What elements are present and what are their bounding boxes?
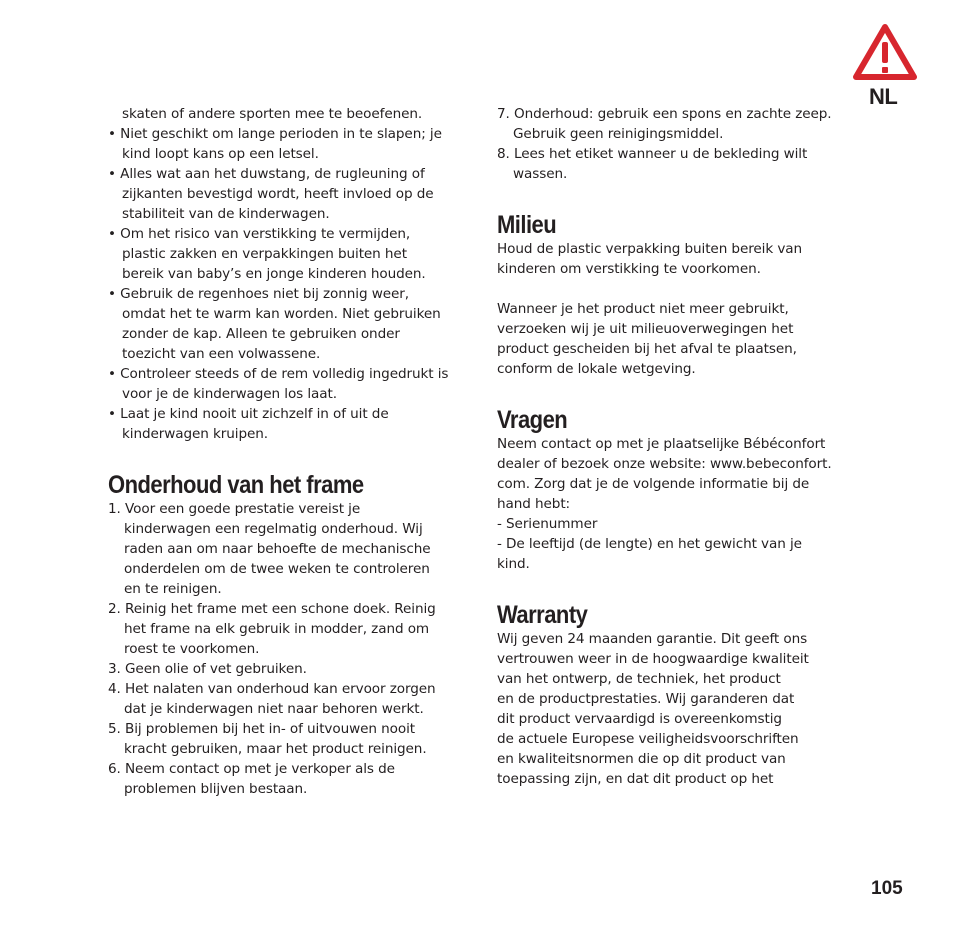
text-line: kinderen om verstikking te voorkomen. <box>497 261 761 277</box>
text-line: conform de lokale wetgeving. <box>497 361 696 377</box>
bullet-item-line: plastic zakken en verpakkingen buiten het <box>122 246 407 262</box>
numbered-item-line: het frame na elk gebruik in modder, zand om <box>124 621 430 637</box>
numbered-item-line: kracht gebruiken, maar het product reinigen. <box>124 741 427 757</box>
text-line: Houd de plastic verpakking buiten bereik van <box>497 241 803 257</box>
text-line: Neem contact op met je plaatselijke Bébéconfort <box>497 436 826 452</box>
numbered-item <box>108 599 470 659</box>
text-line: - De leeftijd (de lengte) en het gewicht van je <box>497 536 802 552</box>
bullet-item-line: zijkanten bevestigd wordt, heeft invloed op de <box>122 186 434 202</box>
text-line: dit product vervaardigd is overeenkomstig <box>497 711 782 727</box>
numbered-item <box>108 679 470 719</box>
bullet-item-line: bereik van baby’s en jonge kinderen houden. <box>122 266 426 282</box>
bullet-item <box>108 224 470 284</box>
milieu-paragraph <box>497 239 859 279</box>
left-column <box>108 104 470 799</box>
numbered-item-line: 2. Reinig het frame met een schone doek. Reinig <box>108 601 436 617</box>
bullet-item-line: • Controleer steeds of de rem volledig ingedrukt is <box>108 366 449 382</box>
care-list <box>497 104 859 184</box>
warranty-paragraph <box>497 629 859 789</box>
milieu-heading: Milieu <box>497 211 557 239</box>
bullet-item-line: voor je de kinderwagen los laat. <box>122 386 337 402</box>
page-number: 105 <box>871 878 903 899</box>
text-line: vertrouwen weer in de hoogwaardige kwaliteit <box>497 651 809 667</box>
bullet-item-line: kinderwagen kruipen. <box>122 426 269 442</box>
numbered-item <box>108 659 470 679</box>
text-line: toepassing zijn, en dat dit product op het <box>497 771 774 787</box>
numbered-item-line: en te reinigen. <box>124 581 222 597</box>
numbered-item-line: roest te voorkomen. <box>124 641 260 657</box>
numbered-item-line: Gebruik geen reinigingsmiddel. <box>513 126 724 142</box>
bullet-item-line: kind loopt kans op een letsel. <box>122 146 319 162</box>
vragen-heading: Vragen <box>497 406 568 434</box>
numbered-item-line: 6. Neem contact op met je verkoper als de <box>108 761 395 777</box>
warning-triangle-icon <box>852 22 918 82</box>
text-line: - Serienummer <box>497 516 598 532</box>
text-line: Wanneer je het product niet meer gebruikt, <box>497 301 789 317</box>
numbered-item-line: 8. Lees het etiket wanneer u de bekleding wilt <box>497 146 808 162</box>
bullet-item-line: omdat het te warm kan worden. Niet gebruiken <box>122 306 441 322</box>
numbered-item <box>497 144 859 184</box>
text-line: verzoeken wij je uit milieuoverwegingen het <box>497 321 794 337</box>
frame-maintenance-heading: Onderhoud van het frame <box>108 471 364 499</box>
numbered-item-line: 5. Bij problemen bij het in- of uitvouwen nooit <box>108 721 415 737</box>
bullet-item-line: • Laat je kind nooit uit zichzelf in of uit de <box>108 406 389 422</box>
bullet-item <box>108 364 470 404</box>
bullet-item-line: • Gebruik de regenhoes niet bij zonnig weer, <box>108 286 409 302</box>
bullet-item-line: • Om het risico van verstikking te vermijden, <box>108 226 411 242</box>
text-line: en kwaliteitsnormen die op dit product van <box>497 751 786 767</box>
bullet-item-line: stabiliteit van de kinderwagen. <box>122 206 330 222</box>
numbered-item-line: dat je kinderwagen niet naar behoren werkt. <box>124 701 424 717</box>
text-line: product gescheiden bij het afval te plaatsen, <box>497 341 797 357</box>
text-line: com. Zorg dat je de volgende informatie bij de <box>497 476 810 492</box>
warranty-heading: Warranty <box>497 601 588 629</box>
bullet-item <box>108 164 470 224</box>
numbered-item-line: wassen. <box>513 166 568 182</box>
numbered-item <box>108 759 470 799</box>
frame-maintenance-list <box>108 499 470 799</box>
text-line: en de productprestaties. Wij garanderen dat <box>497 691 795 707</box>
milieu-paragraph <box>497 299 859 379</box>
numbered-item <box>108 499 470 599</box>
text-line: dealer of bezoek onze website: www.bebeconfort. <box>497 456 832 472</box>
numbered-item-line: raden aan om naar behoefte de mechanische <box>124 541 431 557</box>
bullet-item-line: toezicht van een volwassene. <box>122 346 321 362</box>
numbered-item-line: problemen blijven bestaan. <box>124 781 308 797</box>
text-line: kind. <box>497 556 530 572</box>
numbered-item-line: 7. Onderhoud: gebruik een spons en zachte zeep. <box>497 106 832 122</box>
numbered-item-line: 1. Voor een goede prestatie vereist je <box>108 501 361 517</box>
bullet-item-line: zonder de kap. Alleen te gebruiken onder <box>122 326 400 342</box>
bullet-item <box>108 284 470 364</box>
bullet-item-line: • Alles wat aan het duwstang, de rugleuning of <box>108 166 425 182</box>
text-line: de actuele Europese veiligheidsvoorschriften <box>497 731 799 747</box>
right-column <box>497 104 859 789</box>
bullet-item <box>108 404 470 444</box>
numbered-item <box>108 719 470 759</box>
text-line: hand hebt: <box>497 496 571 512</box>
numbered-item-line: kinderwagen een regelmatig onderhoud. Wij <box>124 521 423 537</box>
text-line: van het ontwerp, de techniek, het product <box>497 671 781 687</box>
bullet-item-line: • Niet geschikt om lange perioden in te slapen; je <box>108 126 442 142</box>
numbered-item-line: onderdelen om de twee weken te controleren <box>124 561 430 577</box>
language-label: NL <box>869 84 898 109</box>
numbered-item <box>497 104 859 144</box>
safety-bullet-list <box>108 124 470 444</box>
text-line: Wij geven 24 maanden garantie. Dit geeft ons <box>497 631 808 647</box>
numbered-item-line: 3. Geen olie of vet gebruiken. <box>108 661 307 677</box>
numbered-item-line: 4. Het nalaten van onderhoud kan ervoor zorgen <box>108 681 436 697</box>
vragen-paragraph <box>497 434 859 574</box>
intro-text: skaten of andere sporten mee te beoefenen. <box>122 106 423 122</box>
bullet-item <box>108 124 470 164</box>
